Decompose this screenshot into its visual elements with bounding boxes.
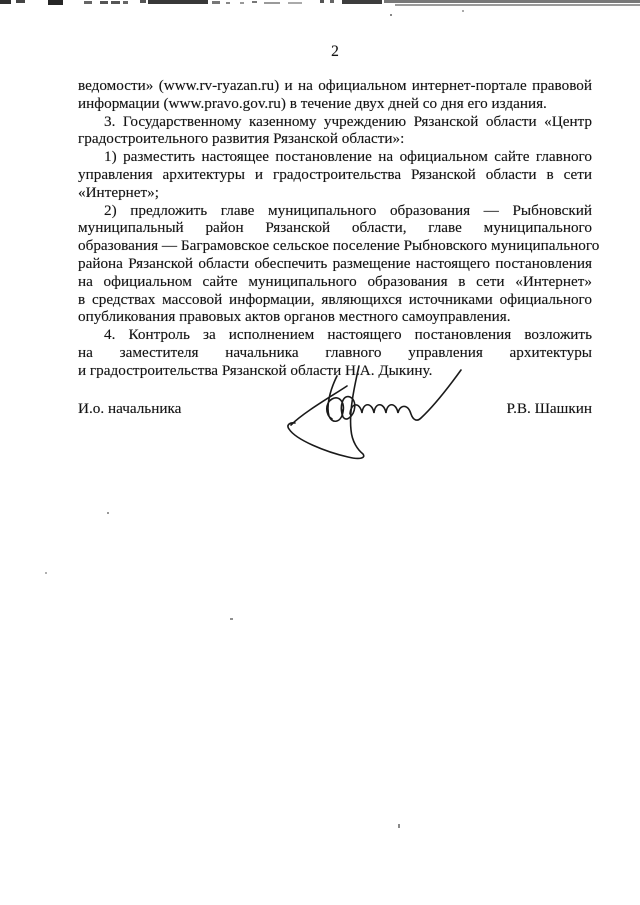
scan-edge-mark (48, 0, 63, 5)
document-body (78, 77, 600, 380)
signature-scribble (280, 360, 466, 460)
scan-edge-mark (123, 1, 128, 4)
text-line: 4. Контроль за исполнением настоящего постановления возложить (104, 326, 592, 344)
scan-edge-mark (395, 4, 640, 6)
signer-position: И.о. начальника (78, 400, 182, 417)
page-number: 2 (331, 43, 339, 60)
scan-edge-mark (148, 0, 208, 4)
signer-name: Р.В. Шашкин (506, 400, 592, 417)
text-line: опубликования правовых актов органов местного самоуправления. (78, 308, 511, 326)
scan-edge-mark (264, 2, 280, 4)
text-line: информации (www.pravo.gov.ru) в течение двух дней со дня его издания. (78, 94, 547, 112)
text-line: 1) разместить настоящее постановление на официальном сайте главного (104, 148, 592, 166)
text-line: муниципальный район Рязанской области, главе муниципального (78, 219, 592, 237)
scan-edge-mark (226, 2, 230, 4)
text-line: на официальном сайте муниципального образования в сети «Интернет» (78, 272, 592, 290)
scan-edge-mark (16, 0, 25, 3)
text-line: в средствах массовой информации, являющихся источниками официального (78, 290, 592, 308)
scan-speck (107, 512, 109, 514)
scan-speck (462, 10, 464, 12)
scan-edge-mark (384, 0, 640, 3)
text-line: градостроительного развития Рязанской области»: (78, 130, 405, 148)
scan-speck (230, 618, 233, 620)
scan-edge-mark (100, 1, 108, 4)
text-line: 3. Государственному казенному учреждению Рязанской области «Центр (104, 112, 592, 130)
text-line: на заместителя начальника главного управления архитектуры (78, 343, 592, 361)
scan-edge-mark (288, 2, 302, 4)
scan-speck (390, 14, 392, 16)
text-line: района Рязанской области обеспечить размещение настоящего постановления (78, 254, 592, 272)
scan-edge-mark (212, 1, 220, 4)
text-line: управления архитектуры и градостроительства Рязанской области в сети (78, 165, 592, 183)
scan-speck (45, 572, 47, 574)
scan-edge-mark (140, 0, 146, 3)
text-line: ведомости» (www.rv-ryazan.ru) и на официальном интернет-портале правовой (78, 77, 592, 94)
text-line: 2) предложить главе муниципального образования — Рыбновский (104, 201, 592, 219)
scan-edge-mark (252, 1, 257, 3)
scan-edge-mark (0, 0, 11, 4)
scan-edge-mark (330, 0, 334, 3)
text-line: и градостроительства Рязанской области Н.А. Дыкину. (78, 361, 433, 379)
scan-edge-mark (240, 2, 244, 4)
scan-speck (398, 824, 400, 828)
text-line: «Интернет»; (78, 183, 159, 201)
scan-edge-mark (111, 1, 120, 4)
text-line: образования — Баграмовское сельское поселение Рыбновского муниципального (78, 237, 600, 255)
scan-edge-mark (84, 1, 92, 4)
scan-edge-mark (320, 0, 324, 3)
scan-edge-mark (342, 0, 382, 4)
